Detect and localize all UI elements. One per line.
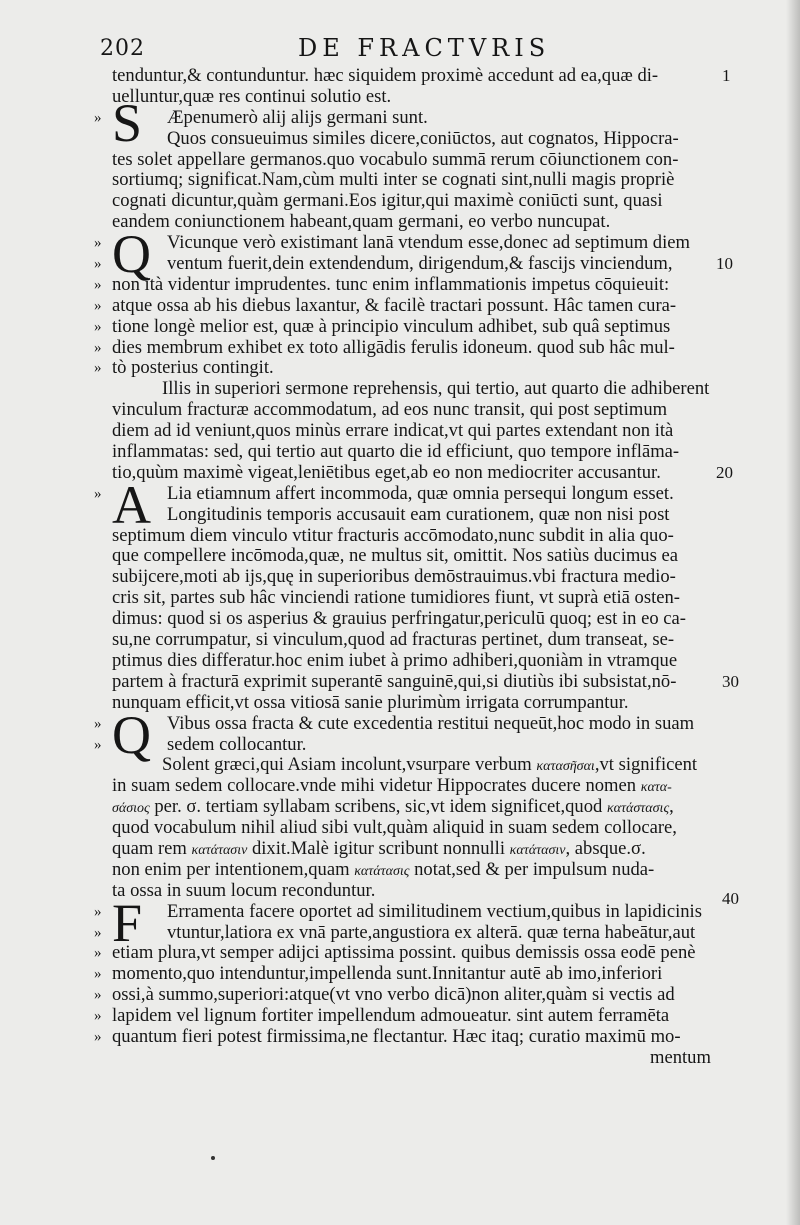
- text-line: σάσιος per. σ. tertiam syllabam scribens, sic,vt idem significet,quod κατάστασις,: [112, 796, 674, 818]
- ink-dot: [211, 1156, 215, 1160]
- quote-mark: »: [94, 235, 102, 252]
- text-line: » non ità videntur imprudentes. tunc enim inflammationis impetus cōquieuit:: [94, 273, 670, 295]
- text-line: su,ne corrumpatur, si vinculum,quod ad fracturas pertinet, dum transeat, se-: [112, 629, 675, 651]
- text-line: » momento,quo intenduntur,impellenda sunt.Innitantur autē ab imo,inferiori: [94, 963, 663, 985]
- quote-mark: »: [94, 987, 102, 1004]
- body-text: [0, 66, 800, 1069]
- text-line: » tione longè melior est, quæ à principio vinculum adhibet, sub quâ septimus: [94, 315, 671, 337]
- text-line: » ossi,à summo,superiori:atque(vt vno verbo dicā)non aliter,quàm si vectis ad: [94, 984, 675, 1006]
- catchword: mentum: [650, 1046, 711, 1068]
- text-line: uelluntur,quæ res continui solutio est.: [112, 85, 392, 107]
- text-line: Quos consueuimus similes dicere,coniūctos, aut cognatos, Hippocra-: [167, 127, 679, 149]
- text-line: » sedem collocantur.: [94, 733, 307, 755]
- text-line: » S Æpenumerò alij alijs germani sunt.: [94, 92, 428, 153]
- text-line: ptimus dies differatur.hoc enim iubet à primo adhiberi,quoniàm in vtramque: [112, 649, 678, 671]
- margin-number: 30: [722, 671, 739, 691]
- text-line: nunquam efficit,vt ossa vitiosā sanie plurimùm irrigata corrumpantur.: [112, 691, 629, 713]
- text-line: inflammatas: sed, qui tertio aut quarto die id efficiunt, quo tempore inflāma-: [112, 441, 680, 463]
- text-line: diem ad id veniunt,quos minùs errare indicat,vt qui partes extendant non ità: [112, 420, 674, 442]
- text-line: » dies membrum exhibet ex toto alligādis ferulis idoneum. quod sub hâc mul-: [94, 336, 675, 358]
- text-line: sortiumq; significat.Nam,cùm multi inter se cognati sint,nulli magis propriè: [112, 169, 675, 191]
- text-line: » A Lia etiamnum affert incommoda, quæ omnia persequi longum esset.: [94, 474, 674, 535]
- text-line: » vtuntur,latiora ex vnā parte,angustiora ex alterā. quæ terna habeātur,aut: [94, 921, 696, 943]
- text-line: [0, 1048, 800, 1069]
- quote-mark: »: [94, 924, 102, 941]
- text-line: cognati dicuntur,quàm germani.Eos igitur,qui maximè coniūcti sunt, quasi: [112, 190, 663, 212]
- quote-mark: »: [94, 966, 102, 983]
- quote-mark: »: [94, 715, 102, 732]
- greek-word: κατασῆσαι: [536, 759, 595, 775]
- drop-cap: F: [112, 892, 143, 953]
- greek-word: κατάτασιν: [509, 842, 566, 858]
- quote-mark: »: [94, 339, 102, 356]
- text-line: » quantum fieri potest firmissima,ne flectantur. Hæc itaq; curatio maximū mo-: [94, 1025, 681, 1047]
- text-line: » Q Vibus ossa fracta & cute excedentia restitui nequeūt,hoc modo in suam: [94, 704, 695, 765]
- text-line: que compellere incōmoda,quæ, ne multus sit, omittit. Nos satiùs ducimus ea: [112, 545, 678, 567]
- quote-mark: »: [94, 297, 102, 314]
- drop-cap: Q: [112, 224, 151, 285]
- text-line: non enim per intentionem,quam κατάτασις notat,sed & per impulsum nuda-: [112, 858, 655, 880]
- greek-word: σάσιος: [112, 801, 150, 817]
- greek-word: κατα-: [640, 780, 672, 796]
- text-line: septimum diem vinculo vtitur fracturis accōmodato,nunc subdit in alia quo-: [112, 524, 674, 546]
- quote-mark: »: [94, 945, 102, 962]
- margin-number: 20: [716, 462, 733, 482]
- quote-mark: »: [94, 318, 102, 335]
- drop-cap: S: [112, 92, 143, 153]
- greek-word: κατάτασις: [354, 863, 410, 879]
- text-line: » ventum fuerit,dein extendendum, dirigendum,& fascijs vinciendum, 10: [94, 253, 733, 275]
- text-line: » F Erramenta facere oportet ad similitudinem vectium,quibus in lapidicinis: [94, 892, 702, 953]
- text-line: partem à fracturā exprimit superantē sanguinē,qui,si diutiùs ibi subsistat,nō- 30: [112, 670, 739, 692]
- text-line: » etiam plura,vt semper adijci aptissima possint. quibus demissis ossa eodē penè: [94, 942, 696, 964]
- greek-word: κατάτασιν: [191, 842, 248, 858]
- quote-mark: »: [94, 736, 102, 753]
- text-line: dimus: quod si os asperius & grauius perfringatur,periculū quoq; est in eo ca-: [112, 608, 686, 630]
- text-line: tenduntur,& contunduntur. hæc siquidem proximè accedunt ad ea,quæ di- 1: [112, 65, 731, 86]
- text-line: eandem coniunctionem habeant,quam germani, eo verbo nuncupat.: [112, 211, 611, 233]
- text-line: vinculum fracturæ accommodatum, ad eos nunc transit, qui post septimum: [112, 399, 668, 421]
- margin-number: 40: [722, 888, 739, 908]
- quote-mark: »: [94, 485, 102, 502]
- text-line: » atque ossa ab his diebus laxantur, & facilè tractari possunt. Hâc tamen cura-: [94, 294, 677, 316]
- quote-mark: »: [94, 360, 102, 377]
- margin-number: 10: [716, 254, 733, 274]
- text-line: » tò posterius contingit.: [94, 357, 274, 379]
- text-line: Illis in superiori sermone reprehensis, qui tertio, aut quarto die adhiberent: [162, 378, 710, 400]
- margin-number: 1: [722, 66, 731, 85]
- text-line: » lapidem vel lignum fortiter impellendum admoueatur. sint autem ferramēta: [94, 1005, 670, 1027]
- text-line: » Q Vicunque verò existimant lanā vtendum esse,donec ad septimum diem: [94, 224, 690, 285]
- text-line: Longitudinis temporis accusauit eam curationem, quæ non nisi post: [167, 503, 670, 525]
- quote-mark: »: [94, 276, 102, 293]
- quote-mark: »: [94, 1008, 102, 1025]
- running-title: DE FRACTVRIS: [298, 34, 551, 62]
- text-line: ta ossa in suum locum reconduntur. 40: [112, 879, 739, 908]
- quote-mark: »: [94, 1028, 102, 1045]
- quote-mark: »: [94, 256, 102, 273]
- page-number: 202: [100, 36, 145, 61]
- text-line: tes solet appellare germanos.quo vocabulo summā rerum cōiunctionem con-: [112, 148, 679, 170]
- quote-mark: »: [94, 109, 102, 126]
- drop-cap: A: [112, 474, 151, 535]
- text-line: Solent græci,qui Asiam incolunt,vsurpare verbum κατασῆσαι,vt significent: [162, 754, 698, 776]
- text-line: subijcere,moti ab ijs,quę in superioribus demōstrauimus.vbi fractura medio-: [112, 566, 676, 588]
- text-line: cris sit, partes sub hâc vinciendi ratione tumidiores fiunt, vt suprà etiā osten-: [112, 587, 680, 609]
- text-line: tio,quùm maximè vigeat,leniētibus eget,ab eo non mediocriter accusantur. 20: [112, 461, 733, 483]
- text-line: quod vocabulum nihil aliud sibi vult,quàm aliquid in suam sedem collocare,: [112, 817, 677, 839]
- quote-mark: »: [94, 903, 102, 920]
- greek-word: κατάστασις: [606, 801, 670, 817]
- text-line: quam rem κατάτασιν dixit.Malè igitur scribunt nonnulli κατάτασιν, absque.σ.: [112, 837, 646, 859]
- drop-cap: Q: [112, 704, 151, 765]
- text-line: in suam sedem collocare.vnde mihi videtur Hippocrates ducere nomen κατα-: [112, 775, 672, 797]
